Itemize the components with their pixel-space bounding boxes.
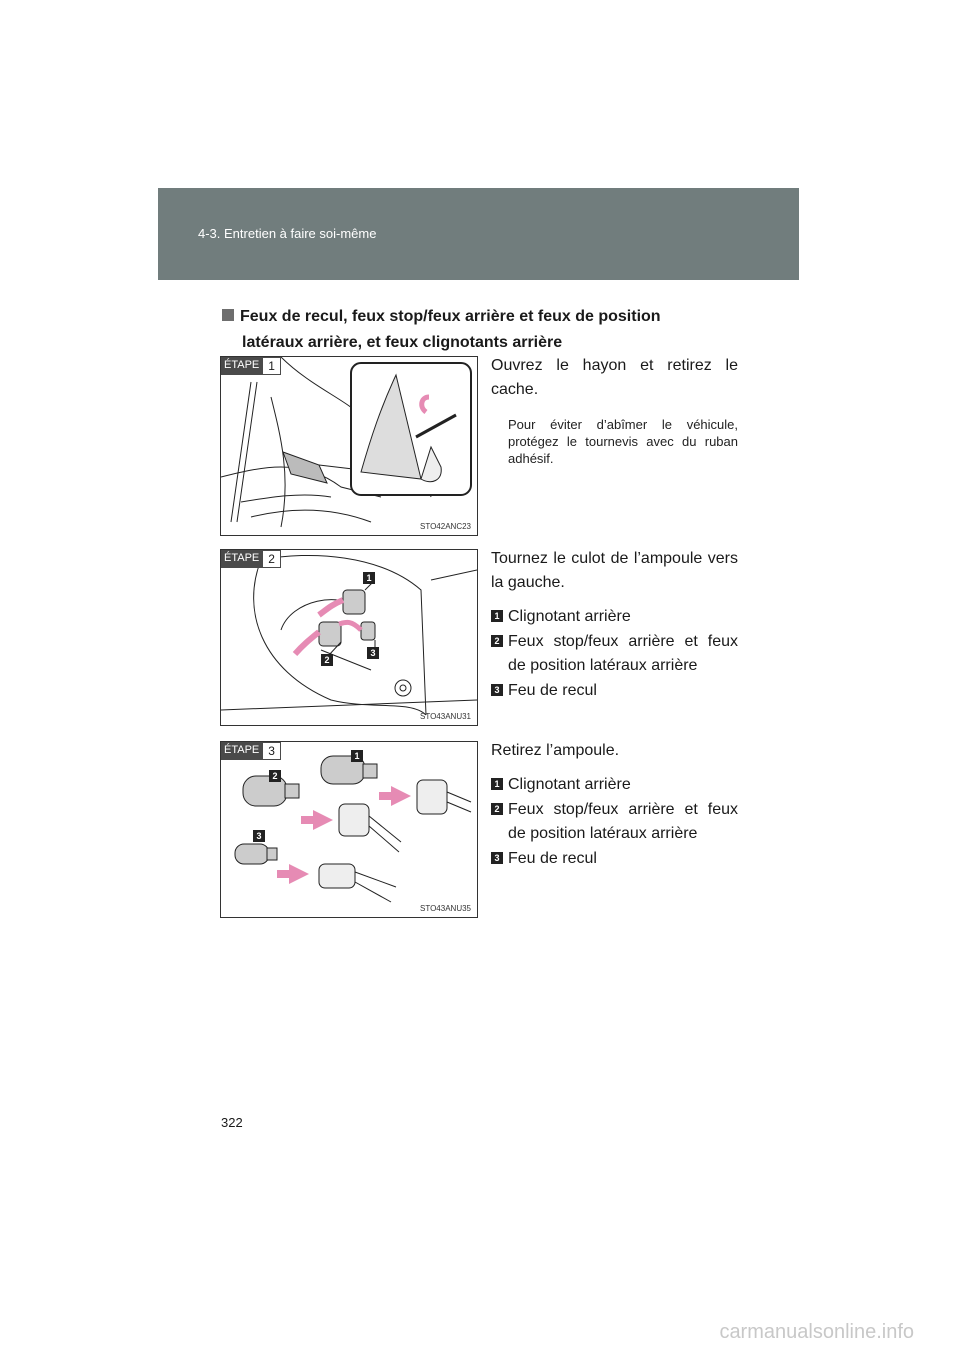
step-3-text — [491, 739, 738, 872]
step-instruction: Retirez l’ampoule. — [491, 742, 620, 759]
lamp-assembly-illustration — [221, 550, 477, 725]
figure-step-1 — [220, 356, 478, 536]
step-badge: ÉTAPE 1 — [221, 357, 281, 375]
step-2-text — [491, 547, 738, 704]
list-item: 2 Feux stop/feux arrière et feux de position latéraux arrière — [491, 630, 738, 678]
callout-3: 3 — [253, 830, 265, 842]
list-item: 1 Clignotant arrière — [491, 773, 738, 797]
list-item: 3 Feu de recul — [491, 847, 738, 871]
figure-code: STO43ANU35 — [420, 904, 471, 913]
step-instruction: Tournez le culot de l’ampoule vers la gauche. — [491, 550, 738, 591]
figure-code: STO42ANC23 — [420, 522, 471, 531]
callout-2: 2 — [321, 654, 333, 666]
page-number: 322 — [221, 1115, 243, 1130]
list-item: 3 Feu de recul — [491, 679, 738, 703]
callout-1: 1 — [351, 750, 363, 762]
list-item: 2 Feux stop/feux arrière et feux de position latéraux arrière — [491, 798, 738, 846]
callout-3: 3 — [367, 647, 379, 659]
part-list — [491, 773, 738, 871]
section-title: 4-3. Entretien à faire soi-même — [198, 226, 377, 241]
part-list — [491, 605, 738, 703]
figure-code: STO43ANU31 — [420, 712, 471, 721]
callout-2: 2 — [269, 770, 281, 782]
watermark: carmanualsonline.info — [719, 1321, 914, 1343]
figure-step-3 — [220, 741, 478, 918]
square-bullet-icon — [222, 309, 234, 321]
figure-step-2 — [220, 549, 478, 726]
step-1-text — [491, 354, 738, 467]
header-band — [158, 188, 799, 280]
list-item: 1 Clignotant arrière — [491, 605, 738, 629]
step-badge: ÉTAPE 2 — [221, 550, 281, 568]
step-note: Pour éviter d’abîmer le véhicule, protégez le tournevis avec du ruban adhésif. — [508, 417, 738, 466]
trunk-cover-illustration — [221, 357, 477, 535]
callout-1: 1 — [363, 572, 375, 584]
step-instruction: Ouvrez le hayon et retirez le cache. — [491, 357, 738, 398]
step-badge: ÉTAPE 3 — [221, 742, 281, 760]
section-heading: Feux de recul, feux stop/feux arrière et feux de position latéraux arrière, et feux clignotants arrière — [222, 304, 738, 356]
